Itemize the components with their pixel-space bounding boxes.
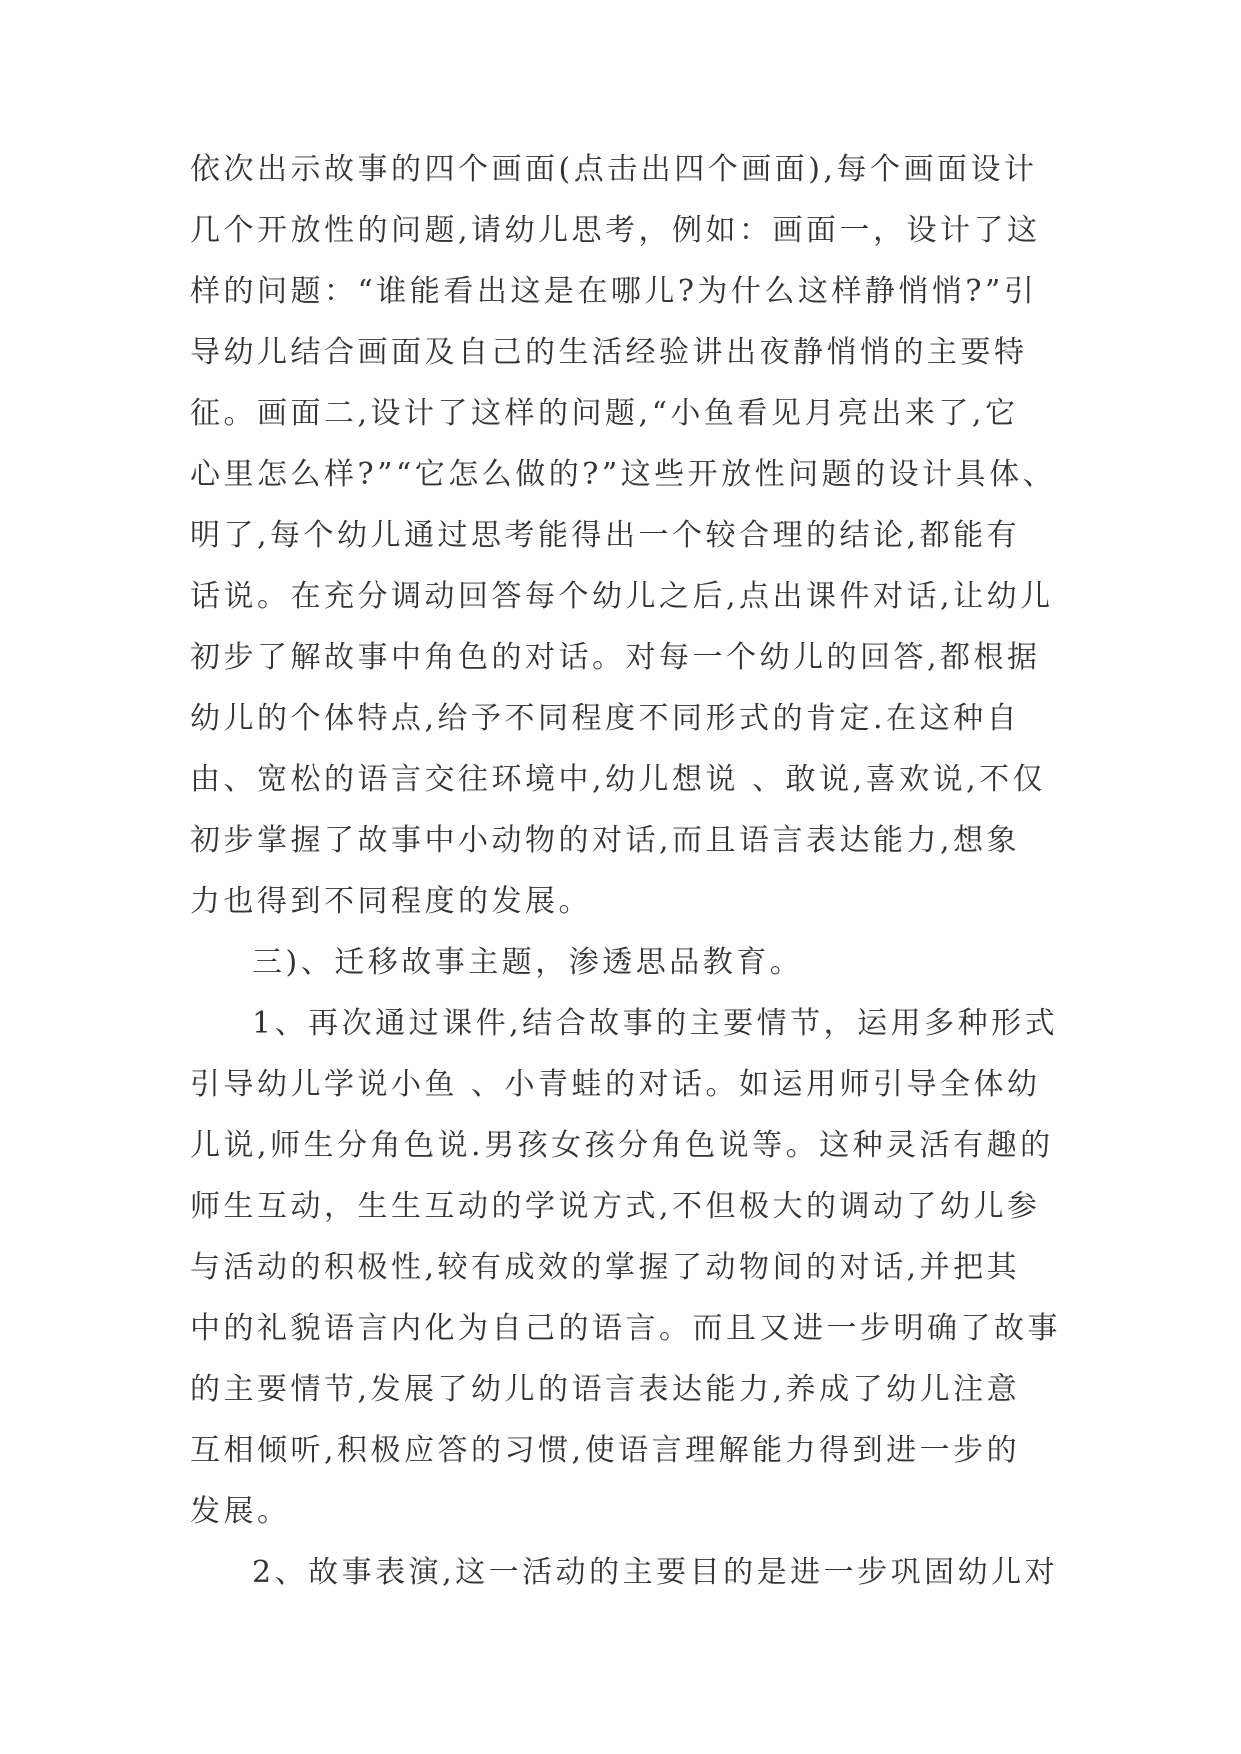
text-line: 初步了解故事中角色的对话。对每一个幼儿的回答,都根据 — [190, 640, 1041, 675]
text-line: 心里怎么样?”“它怎么做的?”这些开放性问题的设计具体、 — [190, 457, 1057, 492]
text-line: 儿说,师生分角色说.男孩女孩分角色说等。这种灵活有趣的 — [190, 1128, 1054, 1163]
text-line: 与活动的积极性,较有成效的掌握了动物间的对话,并把其 — [190, 1250, 1021, 1285]
text-line: 导幼儿结合画面及自己的生活经验讲出夜静悄悄的主要特 — [190, 335, 1028, 370]
text-line: 互相倾听,积极应答的习惯,使语言理解能力得到进一步的 — [190, 1433, 1021, 1468]
body-text — [190, 139, 1061, 1603]
text-line: 幼儿的个体特点,给予不同程度不同形式的肯定.在这种自 — [190, 701, 1021, 736]
text-line: 力也得到不同程度的发展。 — [190, 884, 592, 919]
text-line: 的主要情节,发展了幼儿的语言表达能力,养成了幼儿注意 — [190, 1372, 1021, 1407]
text-line: 中的礼貌语言内化为自己的语言。而且又进一步明确了故事 — [190, 1311, 1061, 1346]
text-line: 发展。 — [190, 1494, 291, 1529]
section-heading: 三)、迁移故事主题，渗透思品教育。 — [252, 945, 804, 980]
text-line: 明了,每个幼儿通过思考能得出一个较合理的结论,都能有 — [190, 518, 1021, 553]
text-line: 初步掌握了故事中小动物的对话,而且语言表达能力,想象 — [190, 823, 1021, 858]
text-line: 话说。在充分调动回答每个幼儿之后,点出课件对话,让幼儿 — [190, 579, 1054, 614]
text-line: 1、再次通过课件,结合故事的主要情节，运用多种形式 — [252, 1006, 1059, 1041]
text-line: 样的问题：“谁能看出这是在哪儿?为什么这样静悄悄?”引 — [190, 274, 1038, 309]
text-line: 依次出示故事的四个画面(点击出四个画面),每个画面设计 — [190, 152, 1038, 187]
text-line: 师生互动，生生互动的学说方式,不但极大的调动了幼儿参 — [190, 1189, 1041, 1224]
text-line: 由、宽松的语言交往环境中,幼儿想说 、敢说,喜欢说,不仅 — [190, 762, 1047, 797]
text-line: 征。画面二,设计了这样的问题,“小鱼看见月亮出来了,它 — [190, 396, 1019, 431]
text-line: 几个开放性的问题,请幼儿思考，例如：画面一，设计了这 — [190, 213, 1041, 248]
text-line: 2、故事表演,这一活动的主要目的是进一步巩固幼儿对 — [252, 1555, 1059, 1590]
text-line: 引导幼儿学说小鱼 、小青蛙的对话。如运用师引导全体幼 — [190, 1067, 1041, 1102]
